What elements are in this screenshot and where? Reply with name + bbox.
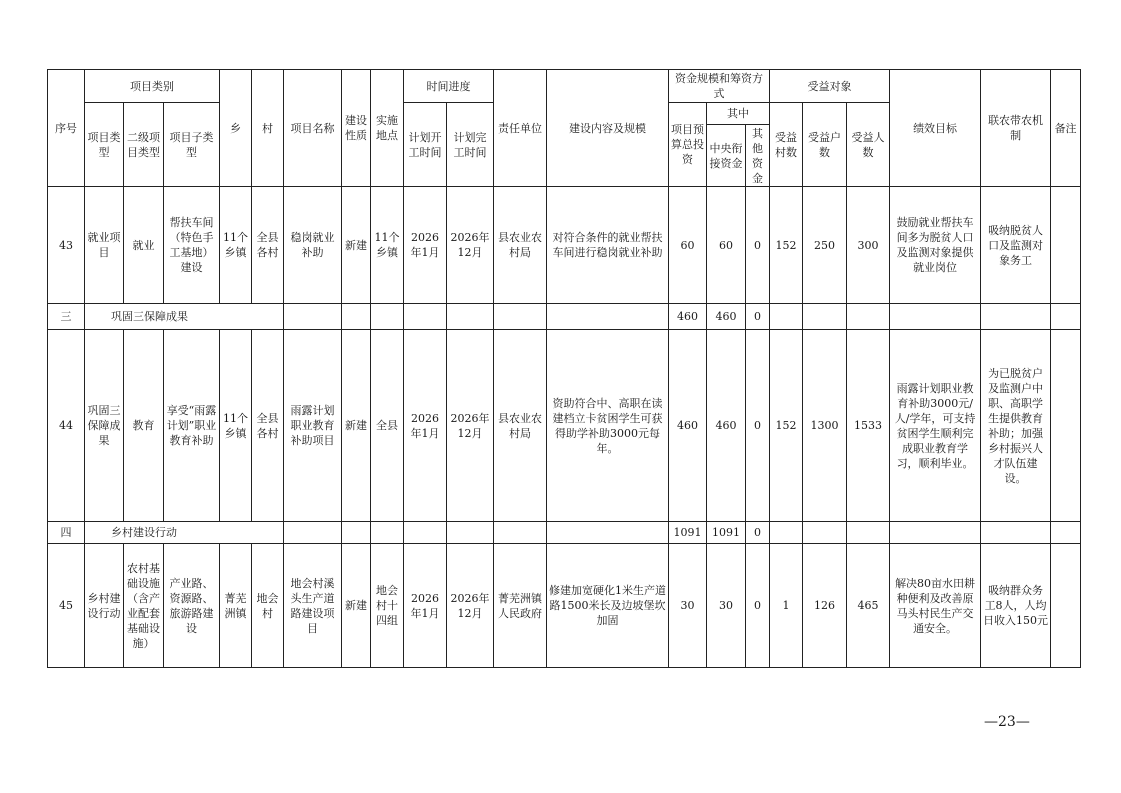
header-benefit-people: 受益人数 bbox=[847, 103, 890, 187]
empty-cell bbox=[770, 522, 803, 544]
row-linkage-mechanism: 吸纳群众务工8人，人均日收入150元 bbox=[981, 544, 1051, 668]
row-benefit-households: 250 bbox=[803, 187, 847, 304]
empty-cell bbox=[447, 522, 494, 544]
header-project-name: 项目名称 bbox=[284, 70, 342, 187]
empty-cell bbox=[371, 304, 404, 330]
table-row bbox=[48, 187, 1081, 304]
header-sub-type: 项目子类型 bbox=[164, 103, 220, 187]
empty-cell bbox=[494, 304, 547, 330]
empty-cell bbox=[284, 522, 342, 544]
row-plan-end: 2026年12月 bbox=[447, 544, 494, 668]
row-construction-nature: 新建 bbox=[342, 544, 371, 668]
row-benefit-villages: 152 bbox=[770, 330, 803, 522]
row-project-name: 稳岗就业补助 bbox=[284, 187, 342, 304]
row-content-scale: 资助符合中、高职在读建档立卡贫困学生可获得助学补助3000元每年。 bbox=[547, 330, 669, 522]
project-table-sheet bbox=[47, 69, 1080, 668]
row-plan-start: 2026年1月 bbox=[404, 330, 447, 522]
section-row bbox=[48, 304, 1081, 330]
section-other-funds: 0 bbox=[746, 522, 770, 544]
row-content-scale: 对符合条件的就业帮扶车间进行稳岗就业补助 bbox=[547, 187, 669, 304]
row-seq: 45 bbox=[48, 544, 85, 668]
header-location: 实施地点 bbox=[371, 70, 404, 187]
empty-cell bbox=[847, 522, 890, 544]
row-construction-nature: 新建 bbox=[342, 187, 371, 304]
empty-cell bbox=[1051, 522, 1081, 544]
row-village: 地会村 bbox=[252, 544, 284, 668]
row-plan-end: 2026年12月 bbox=[447, 330, 494, 522]
row-sub-type: 享受“雨露计划”职业教育补助 bbox=[164, 330, 220, 522]
empty-cell bbox=[404, 304, 447, 330]
row-township: 11个乡镇 bbox=[220, 187, 252, 304]
empty-cell bbox=[803, 304, 847, 330]
row-responsible-unit: 菁芜洲镇人民政府 bbox=[494, 544, 547, 668]
section-seq: 三 bbox=[48, 304, 85, 330]
empty-cell bbox=[342, 304, 371, 330]
empty-cell bbox=[342, 522, 371, 544]
row-other-funds: 0 bbox=[746, 187, 770, 304]
section-title: 巩固三保障成果 bbox=[85, 304, 284, 330]
row-responsible-unit: 县农业农村局 bbox=[494, 330, 547, 522]
row-construction-nature: 新建 bbox=[342, 330, 371, 522]
row-seq: 43 bbox=[48, 187, 85, 304]
header-project-type: 项目类型 bbox=[85, 103, 124, 187]
row-location: 地会村十四组 bbox=[371, 544, 404, 668]
table-row bbox=[48, 330, 1081, 522]
page-number: —23— bbox=[984, 714, 1030, 730]
header-plan-end: 计划完工时间 bbox=[447, 103, 494, 187]
header-schedule: 时间进度 bbox=[404, 70, 494, 103]
header-plan-start: 计划开工时间 bbox=[404, 103, 447, 187]
row-remarks bbox=[1051, 330, 1081, 522]
row-project-name: 雨露计划职业教育补助项目 bbox=[284, 330, 342, 522]
row-benefit-people: 300 bbox=[847, 187, 890, 304]
row-total-budget: 30 bbox=[669, 544, 707, 668]
row-plan-end: 2026年12月 bbox=[447, 187, 494, 304]
row-performance-goal: 解决80亩水田耕种便利及改善原马头村民生产交通安全。 bbox=[890, 544, 981, 668]
header-content-scale: 建设内容及规模 bbox=[547, 70, 669, 187]
row-project-type: 就业项目 bbox=[85, 187, 124, 304]
header-linkage-mechanism: 联农带农机制 bbox=[981, 70, 1051, 187]
row-responsible-unit: 县农业农村局 bbox=[494, 187, 547, 304]
empty-cell bbox=[1051, 304, 1081, 330]
section-central-funds: 460 bbox=[707, 304, 746, 330]
section-other-funds: 0 bbox=[746, 304, 770, 330]
empty-cell bbox=[890, 304, 981, 330]
empty-cell bbox=[447, 304, 494, 330]
header-funding: 资金规模和筹资方式 bbox=[669, 70, 770, 103]
row-location: 11个乡镇 bbox=[371, 187, 404, 304]
empty-cell bbox=[770, 304, 803, 330]
header-township: 乡 bbox=[220, 70, 252, 187]
row-project-type: 巩固三保障成果 bbox=[85, 330, 124, 522]
row-performance-goal: 鼓励就业帮扶车间多为脱贫人口及监测对象提供就业岗位 bbox=[890, 187, 981, 304]
row-village: 全县各村 bbox=[252, 187, 284, 304]
header-benefit-households: 受益户数 bbox=[803, 103, 847, 187]
row-benefit-households: 1300 bbox=[803, 330, 847, 522]
empty-cell bbox=[847, 304, 890, 330]
row-secondary-type: 就业 bbox=[124, 187, 164, 304]
empty-cell bbox=[547, 304, 669, 330]
row-sub-type: 产业路、资源路、旅游路建设 bbox=[164, 544, 220, 668]
empty-cell bbox=[494, 522, 547, 544]
project-table bbox=[47, 69, 1081, 668]
section-total-budget: 1091 bbox=[669, 522, 707, 544]
row-project-name: 地会村溪头生产道路建设项目 bbox=[284, 544, 342, 668]
header-other-funds: 其他资金 bbox=[746, 125, 770, 187]
header-row-1 bbox=[48, 70, 1081, 103]
row-sub-type: 帮扶车间（特色手工基地）建设 bbox=[164, 187, 220, 304]
section-seq: 四 bbox=[48, 522, 85, 544]
header-project-category: 项目类别 bbox=[85, 70, 220, 103]
row-linkage-mechanism: 为已脱贫户及监测户中职、高职学生提供教育补助；加强乡村振兴人才队伍建设。 bbox=[981, 330, 1051, 522]
section-central-funds: 1091 bbox=[707, 522, 746, 544]
empty-cell bbox=[284, 304, 342, 330]
row-village: 全县各村 bbox=[252, 330, 284, 522]
row-performance-goal: 雨露计划职业教育补助3000元/人/学年，可支持贫困学生顺利完成职业教育学习，顺利毕业。 bbox=[890, 330, 981, 522]
row-benefit-households: 126 bbox=[803, 544, 847, 668]
row-remarks bbox=[1051, 187, 1081, 304]
header-secondary-type: 二级项目类型 bbox=[124, 103, 164, 187]
header-performance-goal: 绩效目标 bbox=[890, 70, 981, 187]
row-total-budget: 460 bbox=[669, 330, 707, 522]
section-title: 乡村建设行动 bbox=[85, 522, 284, 544]
row-benefit-people: 465 bbox=[847, 544, 890, 668]
row-location: 全县 bbox=[371, 330, 404, 522]
section-row bbox=[48, 522, 1081, 544]
header-village: 村 bbox=[252, 70, 284, 187]
row-secondary-type: 教育 bbox=[124, 330, 164, 522]
row-secondary-type: 农村基础设施（含产业配套基础设施） bbox=[124, 544, 164, 668]
header-seq: 序号 bbox=[48, 70, 85, 187]
empty-cell bbox=[890, 522, 981, 544]
row-plan-start: 2026年1月 bbox=[404, 544, 447, 668]
empty-cell bbox=[404, 522, 447, 544]
table-row bbox=[48, 544, 1081, 668]
row-benefit-villages: 152 bbox=[770, 187, 803, 304]
empty-cell bbox=[547, 522, 669, 544]
row-other-funds: 0 bbox=[746, 330, 770, 522]
empty-cell bbox=[371, 522, 404, 544]
row-central-funds: 30 bbox=[707, 544, 746, 668]
row-seq: 44 bbox=[48, 330, 85, 522]
header-beneficiaries: 受益对象 bbox=[770, 70, 890, 103]
row-township: 菁芜洲镇 bbox=[220, 544, 252, 668]
empty-cell bbox=[981, 304, 1051, 330]
empty-cell bbox=[981, 522, 1051, 544]
header-responsible-unit: 责任单位 bbox=[494, 70, 547, 187]
header-benefit-villages: 受益村数 bbox=[770, 103, 803, 187]
empty-cell bbox=[803, 522, 847, 544]
row-benefit-villages: 1 bbox=[770, 544, 803, 668]
header-total-budget: 项目预算总投资 bbox=[669, 103, 707, 187]
section-total-budget: 460 bbox=[669, 304, 707, 330]
row-central-funds: 460 bbox=[707, 330, 746, 522]
row-total-budget: 60 bbox=[669, 187, 707, 304]
header-construction-nature: 建设性质 bbox=[342, 70, 371, 187]
header-of-which: 其中 bbox=[707, 103, 770, 125]
header-central-funds: 中央衔接资金 bbox=[707, 125, 746, 187]
row-linkage-mechanism: 吸纳脱贫人口及监测对象务工 bbox=[981, 187, 1051, 304]
row-remarks bbox=[1051, 544, 1081, 668]
row-township: 11个乡镇 bbox=[220, 330, 252, 522]
row-benefit-people: 1533 bbox=[847, 330, 890, 522]
row-content-scale: 修建加宽硬化1米生产道路1500米长及边坡堡坎加固 bbox=[547, 544, 669, 668]
row-plan-start: 2026年1月 bbox=[404, 187, 447, 304]
header-remarks: 备注 bbox=[1051, 70, 1081, 187]
row-other-funds: 0 bbox=[746, 544, 770, 668]
row-central-funds: 60 bbox=[707, 187, 746, 304]
row-project-type: 乡村建设行动 bbox=[85, 544, 124, 668]
